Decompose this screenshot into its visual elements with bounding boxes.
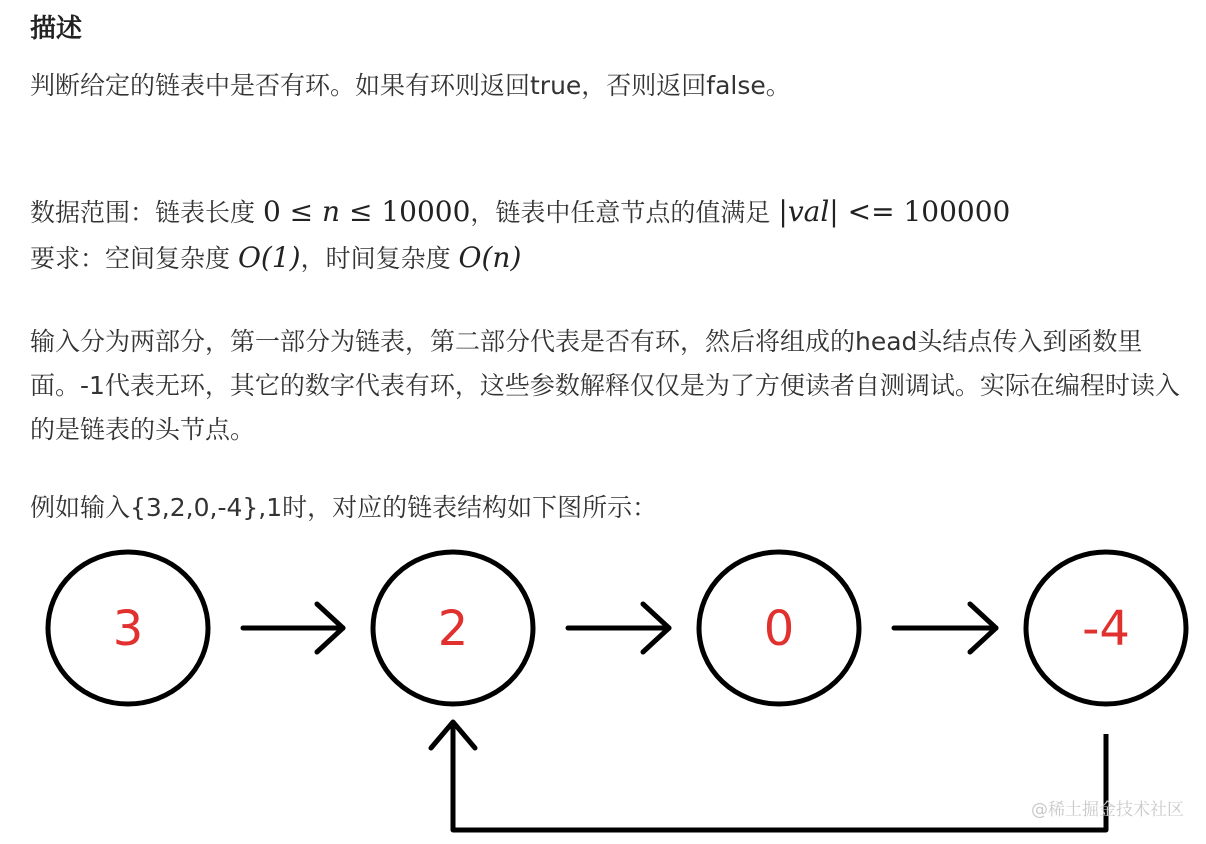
complexity-line xyxy=(30,236,521,281)
description-paragraph: 判断给定的链表中是否有环。如果有环则返回true，否则返回false。 xyxy=(30,71,791,100)
complexity-mid: ，时间复杂度 xyxy=(300,244,459,273)
input-explanation-paragraph: 输入分为两部分，第一部分为链表，第二部分代表是否有环，然后将组成的head头结点传入到函数里面。-1代表无环，其它的数字代表有环，这些参数解释仅仅是为了方便读者自测调试。实际在编程时读入的是链表的头节点。 xyxy=(30,327,1180,444)
linked-list-diagram xyxy=(0,540,1206,844)
example-intro: 例如输入{3,2,0,-4},1时，对应的链表结构如下图所示： xyxy=(30,493,658,522)
node-label-3: -4 xyxy=(1082,601,1130,657)
range-math-lower: 0 ≤ xyxy=(262,195,323,228)
data-range-line xyxy=(30,190,1010,235)
range-math-var: n xyxy=(322,195,341,228)
node-label-2: 0 xyxy=(763,601,795,657)
space-complexity: O(1) xyxy=(237,241,301,274)
data-range-prefix: 数据范围：链表长度 xyxy=(30,198,263,227)
watermark: @稀土掘金技术社区 xyxy=(1031,800,1184,820)
range-math-upper: ≤ 10000 xyxy=(340,195,471,228)
val-math-var: val xyxy=(787,195,830,228)
time-complexity-close: ) xyxy=(510,241,522,274)
time-complexity-o: O( xyxy=(458,241,493,274)
cycle-arrow-path xyxy=(453,722,1106,830)
section-heading: 描述 xyxy=(30,14,83,44)
time-complexity-var: n xyxy=(492,241,511,274)
node-label-0: 3 xyxy=(112,601,144,657)
val-math-close: | <= 100000 xyxy=(829,195,1011,228)
data-range-mid: ，链表中任意节点的值满足 xyxy=(470,198,779,227)
complexity-prefix: 要求：空间复杂度 xyxy=(30,244,238,273)
val-math-open: | xyxy=(778,195,788,228)
node-label-1: 2 xyxy=(437,601,469,657)
